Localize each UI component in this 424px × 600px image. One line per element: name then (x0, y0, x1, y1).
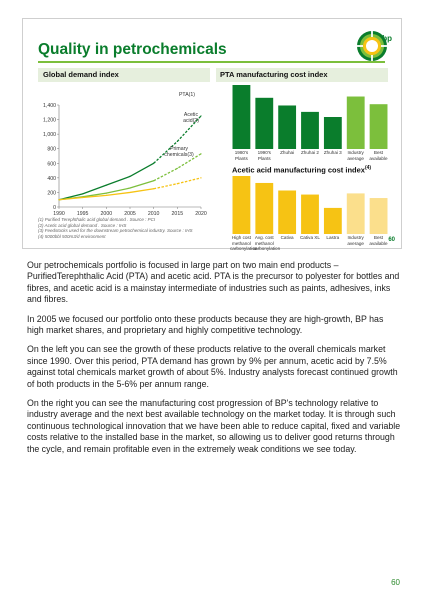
x-tick-label: 2020 (195, 211, 207, 217)
x-tick-label: 2010 (147, 211, 160, 217)
bar-category-label: 1980's Plants (234, 150, 249, 161)
x-tick-label: 1995 (76, 211, 89, 217)
series-line (59, 189, 154, 200)
bar (347, 97, 365, 149)
bp-logo-text: bp (382, 34, 392, 43)
footnote: (4) 5000bbl 500m3/d environment (38, 233, 106, 239)
y-tick-label: 800 (47, 146, 56, 153)
presentation-slide (22, 18, 402, 249)
global-demand-line-chart (25, 83, 215, 217)
title-rule (38, 61, 385, 63)
bar (370, 198, 388, 234)
bar (233, 176, 251, 234)
footnote: (3) Feedstocks used for the downstream petrochemical industry. Source : IHS (38, 228, 193, 234)
paragraph: In 2005 we focused our portfolio onto these products because they are high-growth, BP has high market shares, and proprietary and highly competitive technology. (27, 313, 384, 336)
y-tick-label: 600 (47, 161, 56, 168)
bar (324, 208, 342, 234)
page-number: 60 (391, 578, 400, 587)
bar (324, 117, 342, 149)
data-point (58, 199, 59, 200)
pta-bar-labels (230, 150, 390, 161)
footnote: (2) Acetic acid global demand . Source : IHS (38, 222, 127, 228)
data-point (129, 187, 130, 188)
paragraph: On the right you can see the manufacturing cost progression of BP's technology relative to industry average and the next best available technology on the market today. It is through such continuous technological innovation that we have been able to reduce capital, fixed and variable costs relative to the installed base in the market, so allowing us to deliver good returns through the cycle, and remain profitable even in the extremely weak conditions we see today. (27, 398, 401, 454)
paragraph: Our petrochemicals portfolio is focused in large part on two main end products – PurifiedTerephthalic Acid (PTA) and acetic acid. PTA is the precursor to polyester for bottles and fibres, and acetic acid is a mainstay intermediate of industries such as paints, adhesives, inks and fibres. (27, 260, 400, 305)
data-point (106, 193, 107, 194)
data-point (82, 197, 83, 198)
slide-footnotes (38, 217, 192, 239)
data-point (82, 193, 83, 194)
y-tick-label: 1,200 (43, 117, 56, 124)
y-tick-label: 1,000 (43, 132, 56, 139)
x-tick-label: 2005 (124, 211, 136, 217)
paragraph: On the left you can see the growth of these products relative to the overall chemicals market since 1990. Over this period, PTA demand has grown by 9% per annum, acetic acid by 7.5% against total chemicals market growth of about 5%. Industry analysts forecast continued growth of both products in the 5-6% per annum range. (27, 344, 398, 389)
y-tick-label: 200 (47, 190, 56, 197)
bar-category-label: Avg. cost methanol carbonylation (252, 235, 281, 251)
pta-cost-header: PTA manufacturing cost index (220, 70, 328, 79)
bar-category-label: Lastra (326, 235, 340, 240)
slide-number: 60 (388, 237, 395, 243)
x-tick-label: 1990 (53, 211, 65, 217)
slide-title: Quality in petrochemicals (38, 41, 227, 58)
bar (347, 193, 365, 234)
bar (255, 183, 273, 234)
data-point (129, 176, 130, 177)
data-point (106, 195, 107, 196)
data-point (200, 153, 201, 154)
bar-category-label: Best available (369, 150, 388, 161)
bar (255, 98, 273, 149)
bar-category-label: Best available (369, 235, 388, 246)
body-text (27, 260, 402, 463)
y-tick-label: 400 (47, 175, 56, 182)
series-label: PTA(1) (178, 91, 196, 98)
data-point (200, 177, 201, 178)
bar-category-label: Zhuhai 2 (301, 150, 319, 155)
bar-category-label: Industry average (347, 150, 364, 161)
series-label: Primary chemicals(3) (164, 145, 194, 158)
bar-category-label: High cost methanol carbonylation (230, 235, 258, 251)
bar (370, 104, 388, 149)
bar-category-label: Cativa XL (299, 235, 320, 240)
acetic-bar-labels (230, 235, 390, 252)
bar (278, 105, 296, 149)
bar-category-label: Industry average (347, 235, 364, 246)
bar-category-label: 1990's Plants (257, 150, 271, 161)
acetic-cost-bar-chart (230, 176, 390, 234)
left-chart-header: Global demand index (43, 70, 119, 79)
pta-cost-bar-chart (230, 85, 390, 149)
x-tick-label: 2000 (100, 211, 113, 217)
series-line (59, 163, 154, 199)
x-tick-label: 2015 (171, 211, 184, 217)
bar-category-label: Zhuhai 3 (323, 150, 342, 155)
footnote: (1) Purified Terephthalic acid global demand . Source : PCI (38, 217, 156, 222)
acetic-cost-header: Acetic acid manufacturing cost index$^{(4)}$ (232, 165, 372, 175)
bar (233, 85, 251, 149)
bar (301, 112, 319, 149)
bar (278, 191, 296, 235)
data-point (200, 115, 201, 116)
data-point (153, 180, 154, 181)
data-point (153, 188, 154, 189)
bar-category-label: Cativa (280, 235, 294, 240)
data-point (153, 163, 154, 164)
series-label: Acetic acid(2) (183, 111, 199, 124)
bar-category-label: Zhuhai (280, 150, 295, 155)
bar (301, 195, 319, 234)
data-point (177, 183, 178, 184)
data-point (177, 168, 178, 169)
data-point (106, 185, 107, 186)
data-point (129, 192, 130, 193)
y-tick-label: 1,400 (43, 103, 56, 109)
data-point (177, 141, 178, 142)
y-tick-label: 0 (53, 205, 56, 211)
